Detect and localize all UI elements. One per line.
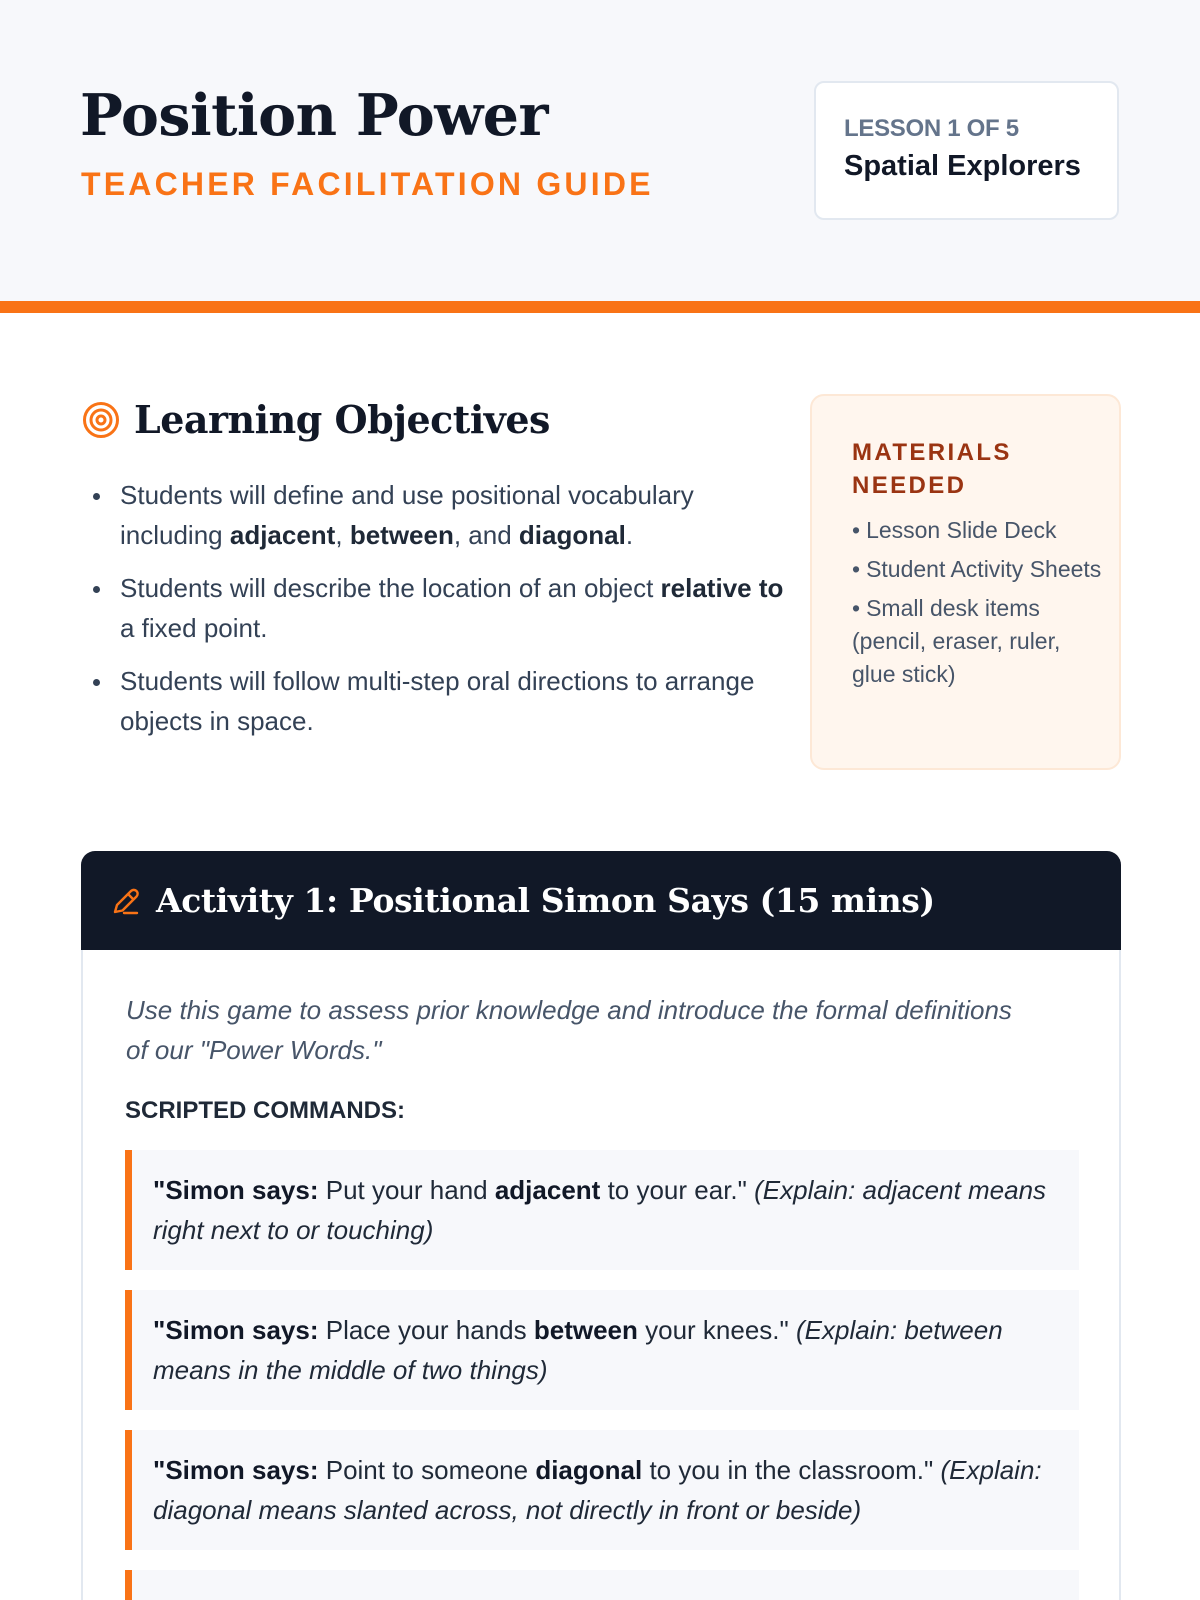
commands-label: SCRIPTED COMMANDS: bbox=[125, 1097, 405, 1124]
list-item: Students will define and use positional vocabulary including adjacent, between, and diagonal. bbox=[90, 475, 790, 555]
command-card: "Simon says: Point to someone diagonal to you in the classroom." (Explain: diagonal means slanted across, not directly in front or beside) bbox=[125, 1430, 1079, 1550]
list-item: • Student Activity Sheets bbox=[852, 553, 1102, 586]
target-icon bbox=[81, 400, 121, 440]
command-card bbox=[125, 1570, 1079, 1600]
list-item: • Lesson Slide Deck bbox=[852, 514, 1102, 547]
activity-body bbox=[81, 950, 1121, 1600]
list-item: Students will follow multi-step oral directions to arrange objects in space. bbox=[90, 661, 790, 741]
command-card: "Simon says: Place your hands between your knees." (Explain: between means in the middle of two things) bbox=[125, 1290, 1079, 1410]
materials-box bbox=[810, 394, 1121, 770]
command-card: "Simon says: Put your hand adjacent to your ear." (Explain: adjacent means right next to or touching) bbox=[125, 1150, 1079, 1270]
activity-title: Activity 1: Positional Simon Says (15 mins) bbox=[156, 881, 935, 920]
list-item: Students will describe the location of an object relative to a fixed point. bbox=[90, 568, 790, 648]
header-accent-bar bbox=[0, 301, 1200, 313]
lesson-number: LESSON 1 OF 5 bbox=[844, 115, 1019, 142]
lesson-badge bbox=[814, 81, 1119, 220]
pencil-icon bbox=[110, 885, 142, 917]
page-subtitle: TEACHER FACILITATION GUIDE bbox=[81, 166, 654, 202]
materials-title: MATERIALS NEEDED bbox=[852, 439, 1012, 499]
list-item: • Small desk items (pencil, eraser, ruler, glue stick) bbox=[852, 592, 1102, 691]
objectives-heading bbox=[81, 397, 550, 442]
objectives-list bbox=[90, 475, 790, 754]
page-title: Position Power bbox=[80, 82, 549, 149]
page-header bbox=[0, 0, 1200, 301]
lesson-name: Spatial Explorers bbox=[844, 150, 1081, 182]
activity-intro: Use this game to assess prior knowledge and introduce the formal definitions of our "Power Words." bbox=[126, 995, 1012, 1065]
objectives-title: Learning Objectives bbox=[134, 397, 550, 442]
activity-header bbox=[81, 851, 1121, 950]
materials-list bbox=[852, 514, 1102, 697]
